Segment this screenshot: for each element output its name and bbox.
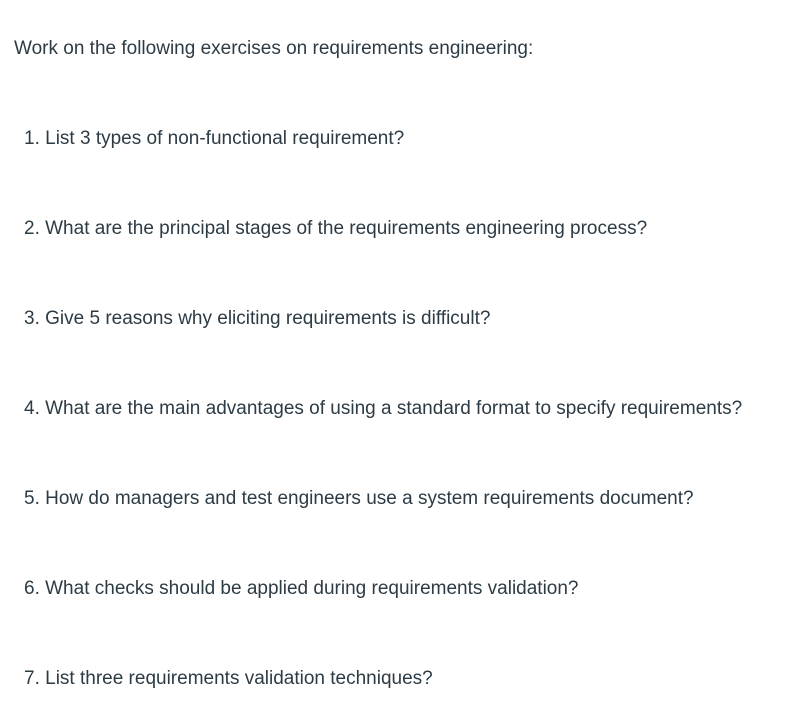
- question-6: 6. What checks should be applied during requirements validation?: [24, 578, 579, 599]
- question-7: 7. List three requirements validation techniques?: [24, 668, 433, 689]
- question-4: 4. What are the main advantages of using a standard format to specify requirements?: [24, 398, 743, 419]
- question-5: 5. How do managers and test engineers use a system requirements document?: [24, 488, 694, 509]
- question-2: 2. What are the principal stages of the requirements engineering process?: [24, 218, 648, 239]
- question-3: 3. Give 5 reasons why eliciting requirements is difficult?: [24, 308, 491, 329]
- intro-text: Work on the following exercises on requirements engineering:: [14, 38, 534, 59]
- question-1: 1. List 3 types of non-functional requirement?: [24, 128, 405, 149]
